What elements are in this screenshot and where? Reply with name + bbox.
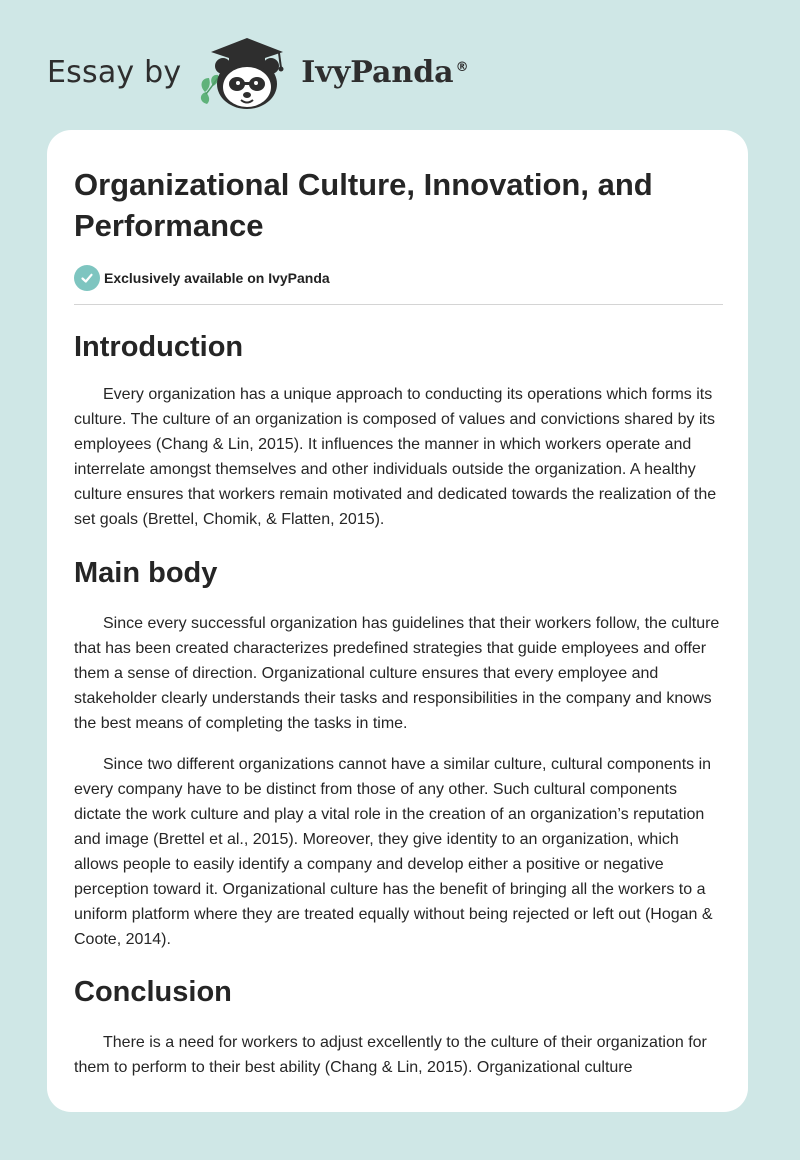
exclusive-label: Exclusively available on IvyPanda [104, 270, 330, 286]
exclusive-notice [74, 265, 723, 291]
section-heading-conclusion: Conclusion [74, 976, 232, 1008]
brand-prefix: Essay by [47, 54, 182, 90]
section-heading-main-body: Main body [74, 557, 218, 589]
essay-title: Organizational Culture, Innovation, and Performance [74, 167, 653, 243]
panda-graduation-cap-logo-icon [195, 32, 295, 112]
check-circle-icon [74, 265, 100, 291]
registered-mark: ® [455, 59, 469, 75]
brand-header[interactable] [47, 32, 469, 112]
section-heading-introduction: Introduction [74, 331, 244, 363]
paragraph: Since two different organizations cannot have a similar culture, cultural components in every company have to be distinct from those of any other. Such cultural components dictate the work culture and play a vital role in the creation of an organization’s reputation and image (Brettel et al., 2015). Moreover, they give identity to an organization, which allows people to easily identify a company and develop either a positive or negative perception toward it. Organizational culture has the benefit of bringing all the workers to a uniform platform where they are treated equally without being rejected or left out (Hogan & Coote, 2014). [74, 756, 713, 948]
essay-content [74, 164, 723, 1080]
paragraph: Every organization has a unique approach to conducting its operations which forms its culture. The culture of an organization is composed of values and convictions shared by its employees (Chang & Lin, 2015). It influences the manner in which workers operate and interrelate amongst themselves and other individuals outside the organization. A healthy culture ensures that workers remain motivated and dedicated towards the realization of the set goals (Brettel, Chomik, & Flatten, 2015). [74, 386, 717, 528]
paragraph: Since every successful organization has guidelines that their workers follow, the culture that has been created characterizes predefined strategies that guide employees and offer them a sense of direction. Organizational culture ensures that every employee and stakeholder clearly understands their tasks and responsibilities in the company and knows the best means of completing the tasks in time. [74, 615, 720, 732]
brand-name: IvyPanda ® [301, 54, 469, 90]
divider [74, 304, 723, 305]
paragraph: There is a need for workers to adjust excellently to the culture of their organization for them to perform to their best ability (Chang & Lin, 2015). Organizational culture [74, 1034, 707, 1076]
essay-card [47, 130, 748, 1112]
